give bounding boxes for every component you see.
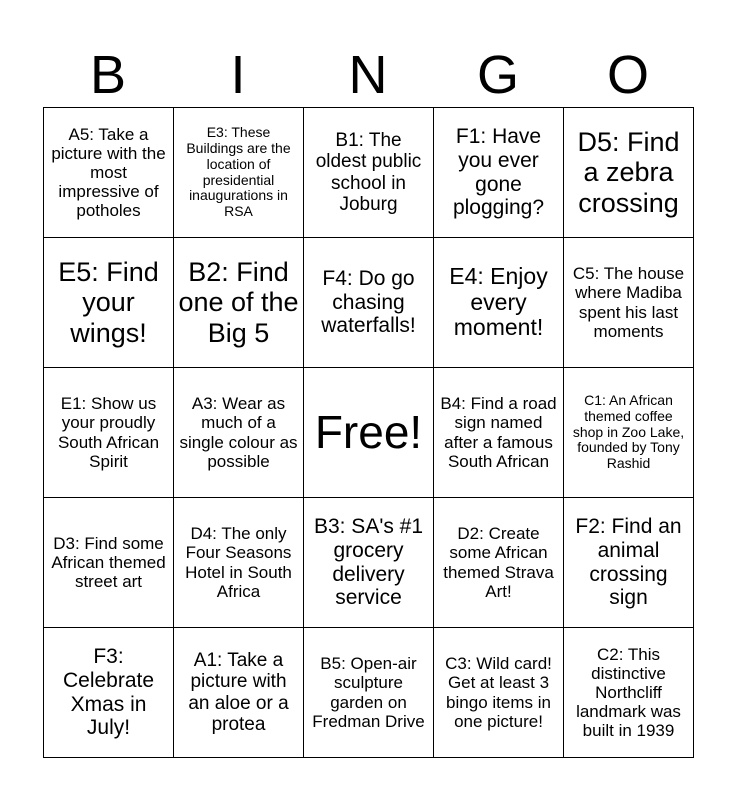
bingo-cell: F3: Celebrate Xmas in July! (44, 628, 174, 758)
bingo-cell: A3: Wear as much of a single colour as possible (174, 368, 304, 498)
bingo-cell: B2: Find one of the Big 5 (174, 238, 304, 368)
header-letter-g: G (476, 45, 519, 105)
free-space: Free! (304, 368, 434, 498)
header-letter-o: O (606, 45, 649, 105)
bingo-row (44, 108, 694, 238)
bingo-cell: D5: Find a zebra crossing (564, 108, 694, 238)
bingo-cell: D3: Find some African themed street art (44, 498, 174, 628)
bingo-cell: C1: An African themed coffee shop in Zoo Lake, founded by Tony Rashid (564, 368, 694, 498)
bingo-cell: F4: Do go chasing waterfalls! (304, 238, 434, 368)
bingo-cell: E4: Enjoy every moment! (434, 238, 564, 368)
bingo-cell: B4: Find a road sign named after a famous South African (434, 368, 564, 498)
bingo-cell: E3: These Buildings are the location of presidential inaugurations in RSA (174, 108, 304, 238)
bingo-cell: F2: Find an animal crossing sign (564, 498, 694, 628)
header-letter-i: I (230, 45, 246, 105)
bingo-card (43, 107, 694, 758)
bingo-cell: D2: Create some African themed Strava Art! (434, 498, 564, 628)
bingo-cell: C2: This distinctive Northcliff landmark was built in 1939 (564, 628, 694, 758)
bingo-row (44, 368, 694, 498)
header-letter-n: N (348, 45, 388, 105)
bingo-cell: F1: Have you ever gone plogging? (434, 108, 564, 238)
bingo-cell: A1: Take a picture with an aloe or a protea (174, 628, 304, 758)
bingo-row (44, 628, 694, 758)
bingo-header (43, 46, 693, 104)
bingo-cell: E1: Show us your proudly South African Spirit (44, 368, 174, 498)
bingo-cell: D4: The only Four Seasons Hotel in South Africa (174, 498, 304, 628)
bingo-cell: C5: The house where Madiba spent his last moments (564, 238, 694, 368)
bingo-cell: E5: Find your wings! (44, 238, 174, 368)
bingo-row (44, 498, 694, 628)
bingo-cell: B3: SA's #1 grocery delivery service (304, 498, 434, 628)
bingo-cell: B1: The oldest public school in Joburg (304, 108, 434, 238)
header-letter-b: B (89, 45, 127, 105)
bingo-cell: A5: Take a picture with the most impressive of potholes (44, 108, 174, 238)
bingo-row (44, 238, 694, 368)
bingo-cell: B5: Open-air sculpture garden on Fredman Drive (304, 628, 434, 758)
bingo-cell: C3: Wild card! Get at least 3 bingo items in one picture! (434, 628, 564, 758)
